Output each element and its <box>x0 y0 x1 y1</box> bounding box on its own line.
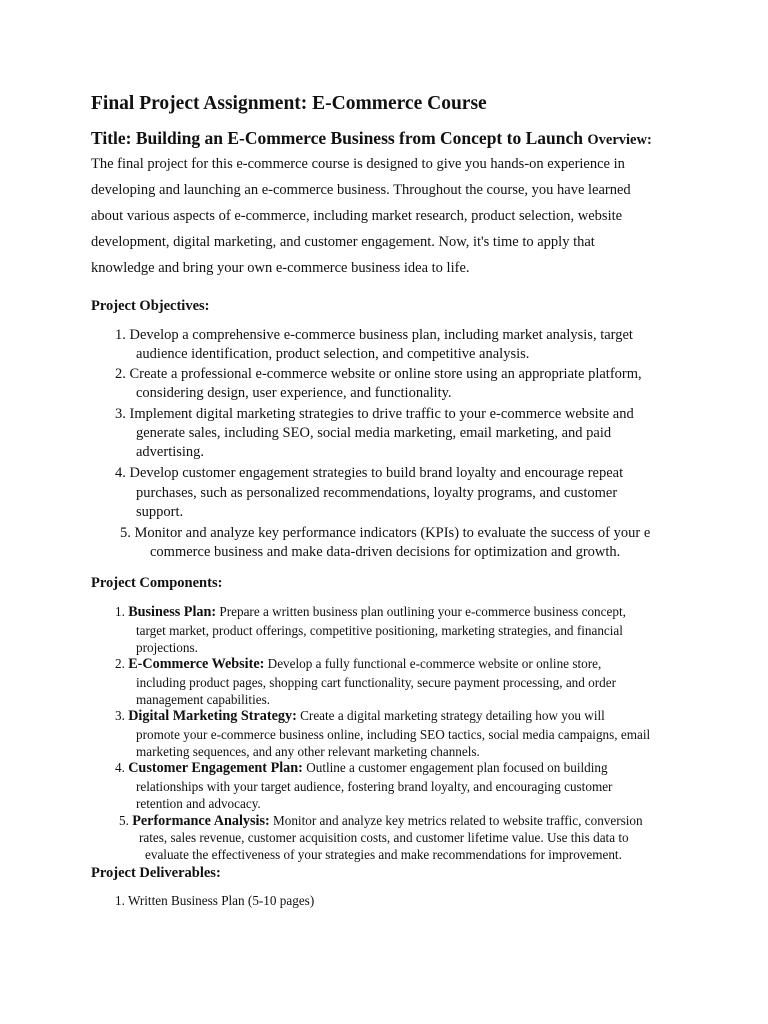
objective-line: 5. Monitor and analyze key performance indicators (KPIs) to evaluate the success of your e <box>120 525 651 541</box>
objectives-heading: Project Objectives: <box>91 298 210 314</box>
component-line: promote your e-commerce business online, including SEO tactics, social media campaigns, email <box>136 727 651 742</box>
component-text: Outline a customer engagement plan focused on building <box>306 760 608 775</box>
intro-line: The final project for this e-commerce course is designed to give you hands-on experience in <box>91 156 625 172</box>
objective-line: considering design, user experience, and functionality. <box>136 385 452 401</box>
component-text: Monitor and analyze key metrics related to website traffic, conversion <box>273 813 643 828</box>
component-line: relationships with your target audience, fostering brand loyalty, and encouraging customer <box>136 779 613 794</box>
component-term: Business Plan: <box>128 604 217 620</box>
component-term: Customer Engagement Plan: <box>128 760 303 776</box>
objective-line: support. <box>136 504 184 520</box>
deliverables-heading: Project Deliverables: <box>91 865 221 881</box>
component-number: 1. <box>115 604 125 619</box>
component-term: Performance Analysis: <box>132 813 270 829</box>
component-number: 2. <box>115 656 125 671</box>
component-first-line <box>115 708 605 725</box>
objective-line: 3. Implement digital marketing strategies to drive traffic to your e-commerce website and <box>115 406 634 422</box>
objective-line: 1. Develop a comprehensive e-commerce business plan, including market analysis, target <box>115 327 633 343</box>
document-title: Final Project Assignment: E-Commerce Course <box>91 93 487 114</box>
component-first-line <box>115 604 626 621</box>
intro-line: about various aspects of e-commerce, including market research, product selection, website <box>91 208 623 224</box>
objective-line: commerce business and make data-driven decisions for optimization and growth. <box>150 544 621 560</box>
component-number: 4. <box>115 760 125 775</box>
objective-line: audience identification, product selection, and competitive analysis. <box>136 346 530 362</box>
component-line: marketing sequences, and any other relevant marketing channels. <box>136 744 480 759</box>
component-line: rates, sales revenue, customer acquisition costs, and customer lifetime value. Use this data to <box>139 830 629 845</box>
component-text: Create a digital marketing strategy detailing how you will <box>300 708 605 723</box>
component-first-line <box>115 760 608 777</box>
overview-label: Overview: <box>587 132 652 148</box>
component-line: projections. <box>136 640 198 655</box>
component-number: 5. <box>119 813 129 828</box>
objective-line: 2. Create a professional e-commerce website or online store using an appropriate platform, <box>115 366 642 382</box>
component-line: evaluate the effectiveness of your strategies and make recommendations for improvement. <box>145 847 622 862</box>
component-text: Prepare a written business plan outlining your e-commerce business concept, <box>219 604 626 619</box>
component-first-line <box>115 656 601 673</box>
component-first-line <box>119 813 643 830</box>
deliverable-item: 1. Written Business Plan (5-10 pages) <box>115 893 315 908</box>
component-line: target market, product offerings, competitive positioning, marketing strategies, and financial <box>136 623 623 638</box>
component-term: E-Commerce Website: <box>128 656 265 672</box>
component-term: Digital Marketing Strategy: <box>128 708 297 724</box>
component-line: including product pages, shopping cart functionality, secure payment processing, and order <box>136 675 616 690</box>
components-heading: Project Components: <box>91 575 223 591</box>
intro-line: development, digital marketing, and customer engagement. Now, it's time to apply that <box>91 234 595 250</box>
document-subtitle <box>91 128 652 149</box>
component-number: 3. <box>115 708 125 723</box>
subtitle-text: Title: Building an E-Commerce Business from Concept to Launch <box>91 128 583 148</box>
component-text: Develop a fully functional e-commerce website or online store, <box>267 656 602 671</box>
objective-line: generate sales, including SEO, social media marketing, email marketing, and paid <box>136 425 612 441</box>
objective-line: purchases, such as personalized recommendations, loyalty programs, and customer <box>136 485 618 501</box>
objective-line: 4. Develop customer engagement strategies to build brand loyalty and encourage repeat <box>115 465 624 481</box>
objective-line: advertising. <box>136 444 205 460</box>
intro-line: developing and launching an e-commerce business. Throughout the course, you have learned <box>91 182 631 198</box>
intro-line: knowledge and bring your own e-commerce business idea to life. <box>91 260 470 276</box>
component-line: retention and advocacy. <box>136 796 261 811</box>
component-line: management capabilities. <box>136 692 271 707</box>
